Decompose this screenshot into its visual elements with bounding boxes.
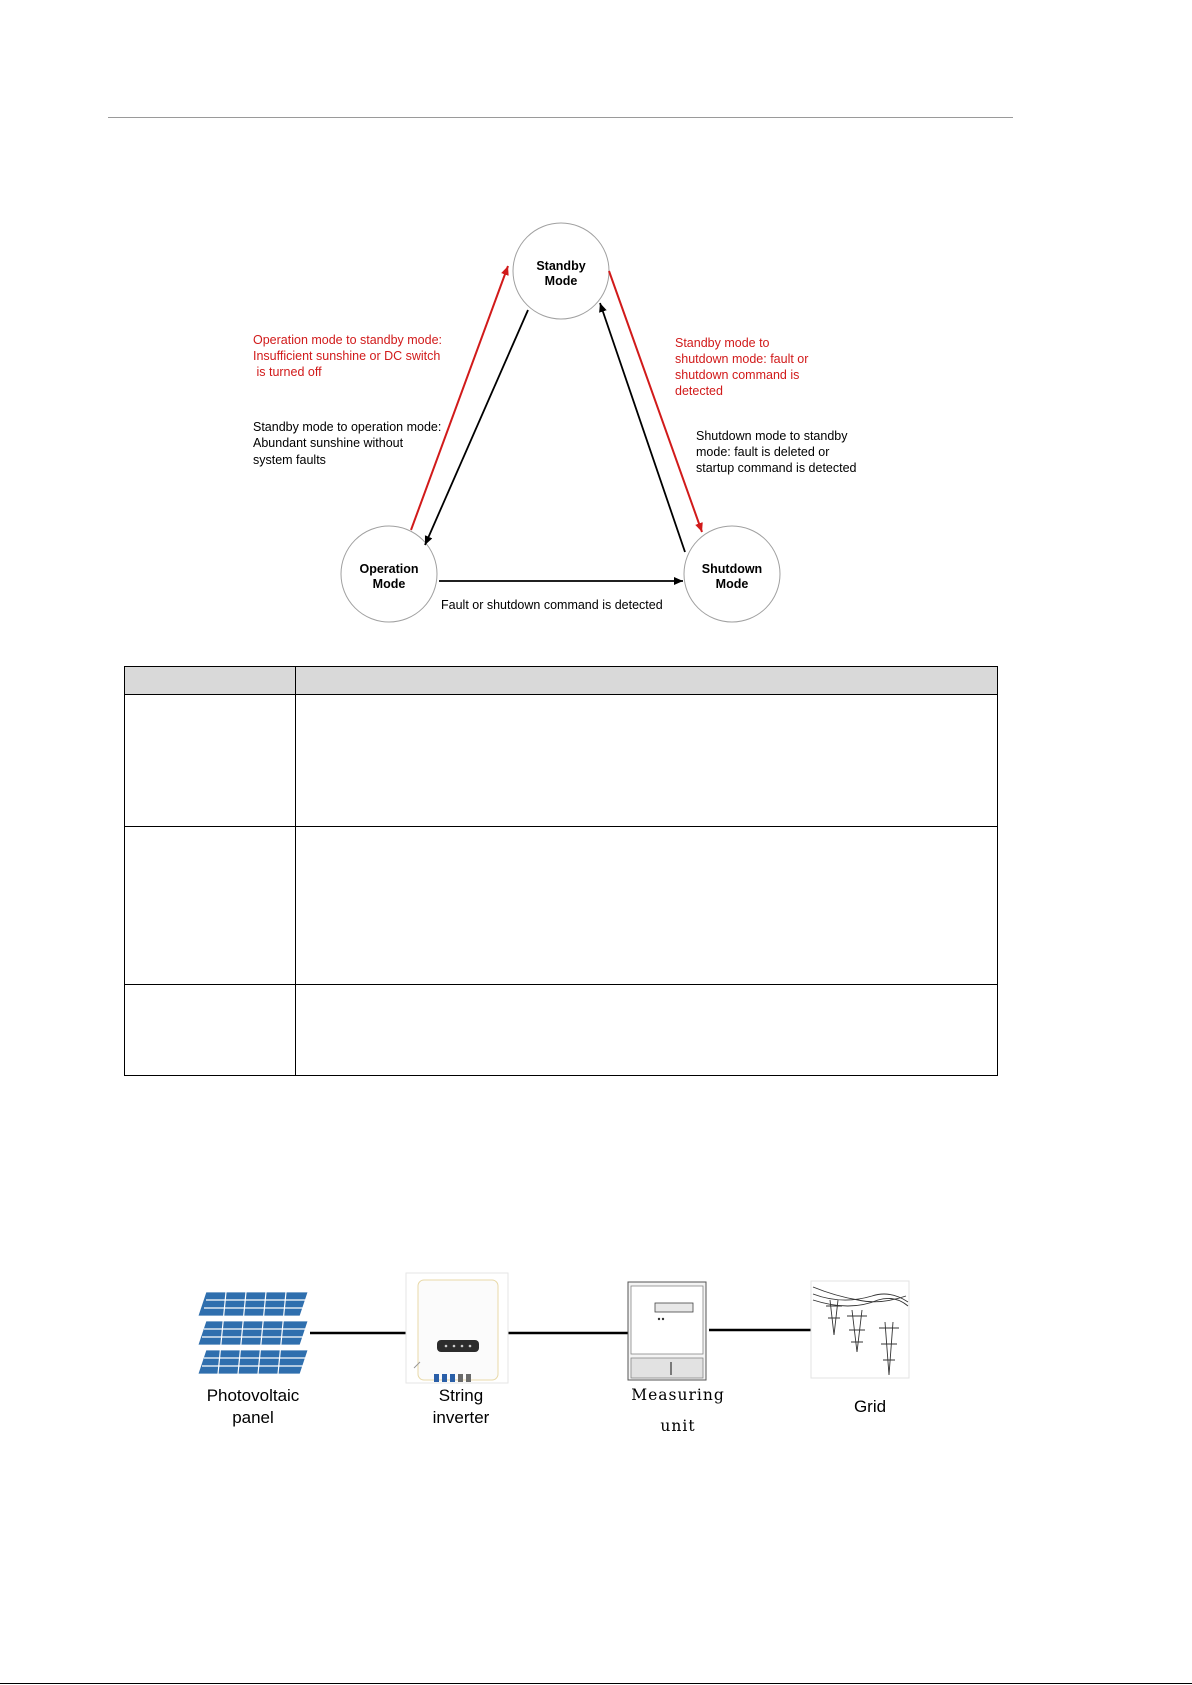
arrow-shutdown-to-standby <box>600 303 685 552</box>
operation-mode-node <box>341 526 437 622</box>
operation-mode-label-1: Operation <box>359 562 419 576</box>
standby-mode-label-1: Standby <box>536 259 586 273</box>
svg-text:is turned off: is turned off <box>253 365 322 379</box>
shutdown-mode-label-2: Mode <box>715 577 749 591</box>
operation-mode-label-2: Mode <box>372 577 406 591</box>
solar-panel-icon <box>198 1292 308 1374</box>
meter-icon <box>628 1282 706 1380</box>
label-operation-to-shutdown: Fault or shutdown command is detected <box>441 598 663 612</box>
table-row <box>125 827 998 985</box>
table-cell <box>296 695 998 827</box>
state-transition-diagram <box>0 0 1192 640</box>
svg-text:shutdown command is: shutdown command is <box>675 368 800 382</box>
footer-rule <box>0 1683 1192 1684</box>
shutdown-mode-node <box>684 526 780 622</box>
svg-text:shutdown mode: fault or: shutdown mode: fault or <box>675 352 809 366</box>
table-row <box>125 695 998 827</box>
svg-text:mode: fault is deleted or: mode: fault is deleted or <box>696 445 830 459</box>
label-standby-to-shutdown <box>675 336 808 398</box>
svg-text:startup command is detected: startup command is detected <box>696 461 857 475</box>
label-shutdown-to-standby <box>696 429 857 475</box>
component-label-string-inverter: String inverter <box>432 1386 490 1427</box>
component-label-photovoltaic-panel: Photovoltaic panel <box>206 1386 300 1427</box>
svg-text:Shutdown mode to standby: Shutdown mode to standby <box>696 429 848 443</box>
table-cell <box>296 827 998 985</box>
component-label-measuring-unit: Measuring unit <box>631 1386 725 1435</box>
table-cell <box>125 695 296 827</box>
table-header-cell <box>296 667 998 695</box>
arrow-standby-to-shutdown <box>609 271 702 532</box>
label-operation-to-standby <box>253 333 442 379</box>
svg-text:detected: detected <box>675 384 723 398</box>
svg-text:Operation mode to standby mode: Operation mode to standby mode: <box>253 333 443 347</box>
table-header-row <box>125 667 998 695</box>
arrow-operation-to-standby <box>411 266 508 530</box>
svg-text:Insufficient sunshine or DC sw: Insufficient sunshine or DC switch <box>253 349 441 363</box>
table-row <box>125 985 998 1076</box>
label-standby-to-operation <box>253 420 441 467</box>
table-header-cell <box>125 667 296 695</box>
mode-description-table <box>124 666 998 1076</box>
standby-mode-node <box>513 223 609 319</box>
table-cell <box>125 827 296 985</box>
svg-text:Standby mode to operation mode: Standby mode to operation mode: <box>253 420 442 434</box>
svg-text:Abundant sunshine without: Abundant sunshine without <box>253 436 404 450</box>
power-tower-icon <box>811 1281 909 1378</box>
standby-mode-label-2: Mode <box>544 274 578 288</box>
shutdown-mode-label-1: Shutdown <box>701 562 763 576</box>
svg-text:Standby mode to: Standby mode to <box>675 336 770 350</box>
table-cell <box>296 985 998 1076</box>
inverter-icon <box>406 1273 508 1383</box>
component-label-grid: Grid <box>853 1397 887 1416</box>
svg-text:system faults: system faults <box>253 453 326 467</box>
table-cell <box>125 985 296 1076</box>
